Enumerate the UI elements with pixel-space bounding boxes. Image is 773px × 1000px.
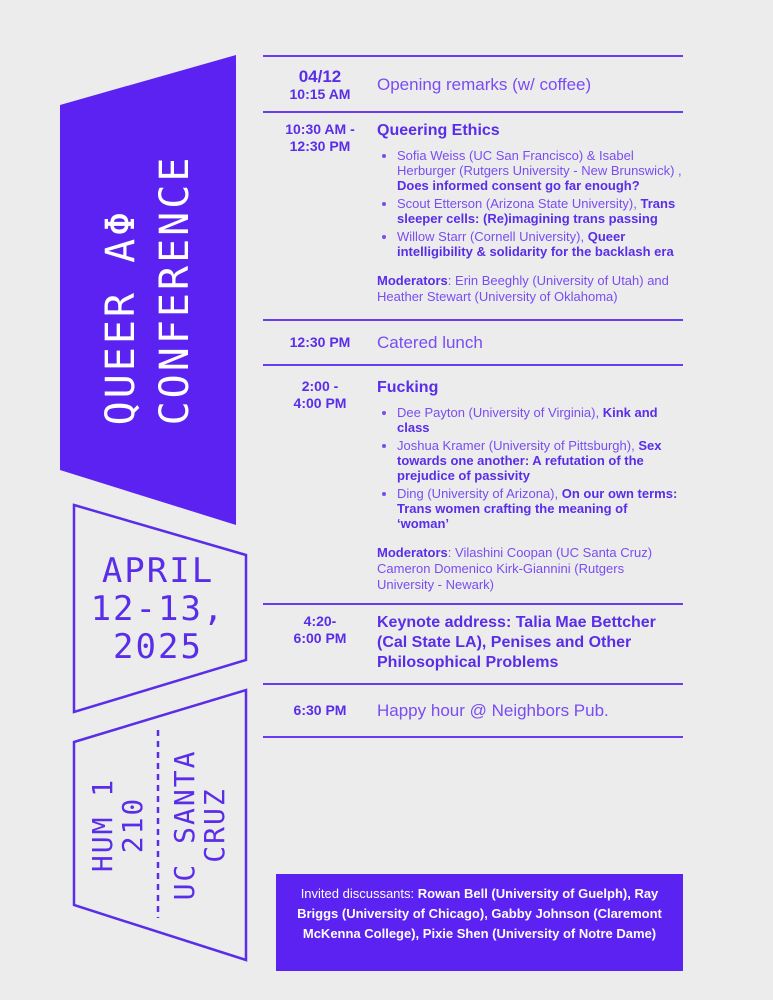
session1-title: Queering Ethics xyxy=(377,122,500,139)
campus-line-1: UC SANTA xyxy=(168,749,201,901)
room-label xyxy=(88,778,148,872)
date-line-3: 2025 xyxy=(113,627,203,667)
session1-details xyxy=(377,121,683,305)
session2-title: Fucking xyxy=(377,379,439,396)
session2-time-line-2: 4:00 PM xyxy=(293,395,347,411)
date-line-2: 12-13, xyxy=(90,589,226,629)
schedule-row-lunch xyxy=(263,321,683,364)
schedule-row-session2 xyxy=(263,366,683,603)
keynote-title: Keynote address: Talia Mae Bettcher (Cal State LA), Penises and Other Philosophical Problems xyxy=(377,614,656,671)
keynote-time xyxy=(263,613,377,673)
keynote-time-line-1: 4:20- xyxy=(303,613,337,629)
session2-talk-list xyxy=(377,405,683,531)
talk-item xyxy=(397,229,683,259)
opening-date: 04/12 xyxy=(298,67,342,86)
moderators-label: Moderators xyxy=(377,273,448,288)
talk-item xyxy=(397,148,683,193)
conference-title xyxy=(94,155,202,426)
talk-title: Sex towards one another: A refutation of the prejudice of passivity xyxy=(397,438,662,483)
divider xyxy=(263,736,683,738)
schedule xyxy=(263,55,683,738)
title-line-2: CONFERENCE xyxy=(152,154,198,426)
conference-dates xyxy=(78,552,238,666)
schedule-row-keynote xyxy=(263,605,683,683)
schedule-row-session1 xyxy=(263,113,683,319)
discussants-label: Invited discussants: xyxy=(300,886,418,901)
moderators-label: Moderators xyxy=(377,545,448,560)
talk-speaker: Scout Etterson (Arizona State University), xyxy=(397,196,641,211)
discussants-names: Rowan Bell (University of Guelph), Ray Briggs (University of Chicago), Gabby Johnson (Claremont McKenna College), Pixie Shen (University of Notre Dame) xyxy=(297,886,662,941)
lunch-time: 12:30 PM xyxy=(289,334,351,350)
moderators-names: : Vilashini Coopan (UC Santa Cruz) Cameron Domenico Kirk-Giannini (Rutgers University - Newark) xyxy=(377,545,653,592)
talk-speaker: Joshua Kramer (University of Pittsburgh), xyxy=(397,438,639,453)
session1-time-line-2: 12:30 PM xyxy=(289,138,351,154)
session2-time-line-1: 2:00 - xyxy=(301,378,339,394)
session1-talk-list xyxy=(377,148,683,259)
talk-speaker: Sofia Weiss (UC San Francisco) & Isabel Herburger (Rutgers University - New Brunswick) , xyxy=(397,148,682,178)
talk-title: Kink and class xyxy=(397,405,658,435)
session1-time-line-1: 10:30 AM - xyxy=(285,121,355,137)
campus-label xyxy=(170,750,230,901)
schedule-row-happy-hour xyxy=(263,685,683,736)
happy-hour-title: Happy hour @ Neighbors Pub. xyxy=(377,701,609,720)
session2-moderators xyxy=(377,545,683,593)
talk-title: Queer intelligibility & solidarity for the backlash era xyxy=(397,229,674,259)
keynote-time-line-2: 6:00 PM xyxy=(293,630,347,646)
opening-time-text: 10:15 AM xyxy=(289,86,351,102)
session2-details xyxy=(377,378,683,593)
talk-speaker: Dee Payton (University of Virginia), xyxy=(397,405,603,420)
lunch-title: Catered lunch xyxy=(377,333,483,352)
invited-discussants xyxy=(276,874,683,971)
session1-moderators xyxy=(377,273,683,305)
title-line-1: QUEER AΦ xyxy=(98,208,144,426)
talk-item xyxy=(397,486,683,531)
talk-title: Trans sleeper cells: (Re)imagining trans passing xyxy=(397,196,676,226)
happy-hour-time: 6:30 PM xyxy=(293,702,347,718)
talk-title: On our own terms: Trans women crafting the meaning of ‘woman’ xyxy=(397,486,678,531)
opening-title: Opening remarks (w/ coffee) xyxy=(377,75,592,94)
moderators-names: : Erin Beeghly (University of Utah) and Heather Stewart (University of Oklahoma) xyxy=(377,273,669,304)
schedule-row-opening xyxy=(263,57,683,111)
talk-speaker: Willow Starr (Cornell University), xyxy=(397,229,588,244)
talk-title: Does informed consent go far enough? xyxy=(397,178,640,193)
date-line-1: APRIL xyxy=(101,551,215,591)
talk-speaker: Ding (University of Arizona), xyxy=(397,486,562,501)
talk-item xyxy=(397,438,683,483)
session1-time xyxy=(263,121,377,305)
talk-item xyxy=(397,405,683,435)
session2-time xyxy=(263,378,377,593)
room-line-2: 210 xyxy=(116,796,149,854)
campus-line-2: CRUZ xyxy=(198,787,231,863)
talk-item xyxy=(397,196,683,226)
opening-time xyxy=(263,67,377,103)
room-line-1: HUM 1 xyxy=(86,777,119,873)
